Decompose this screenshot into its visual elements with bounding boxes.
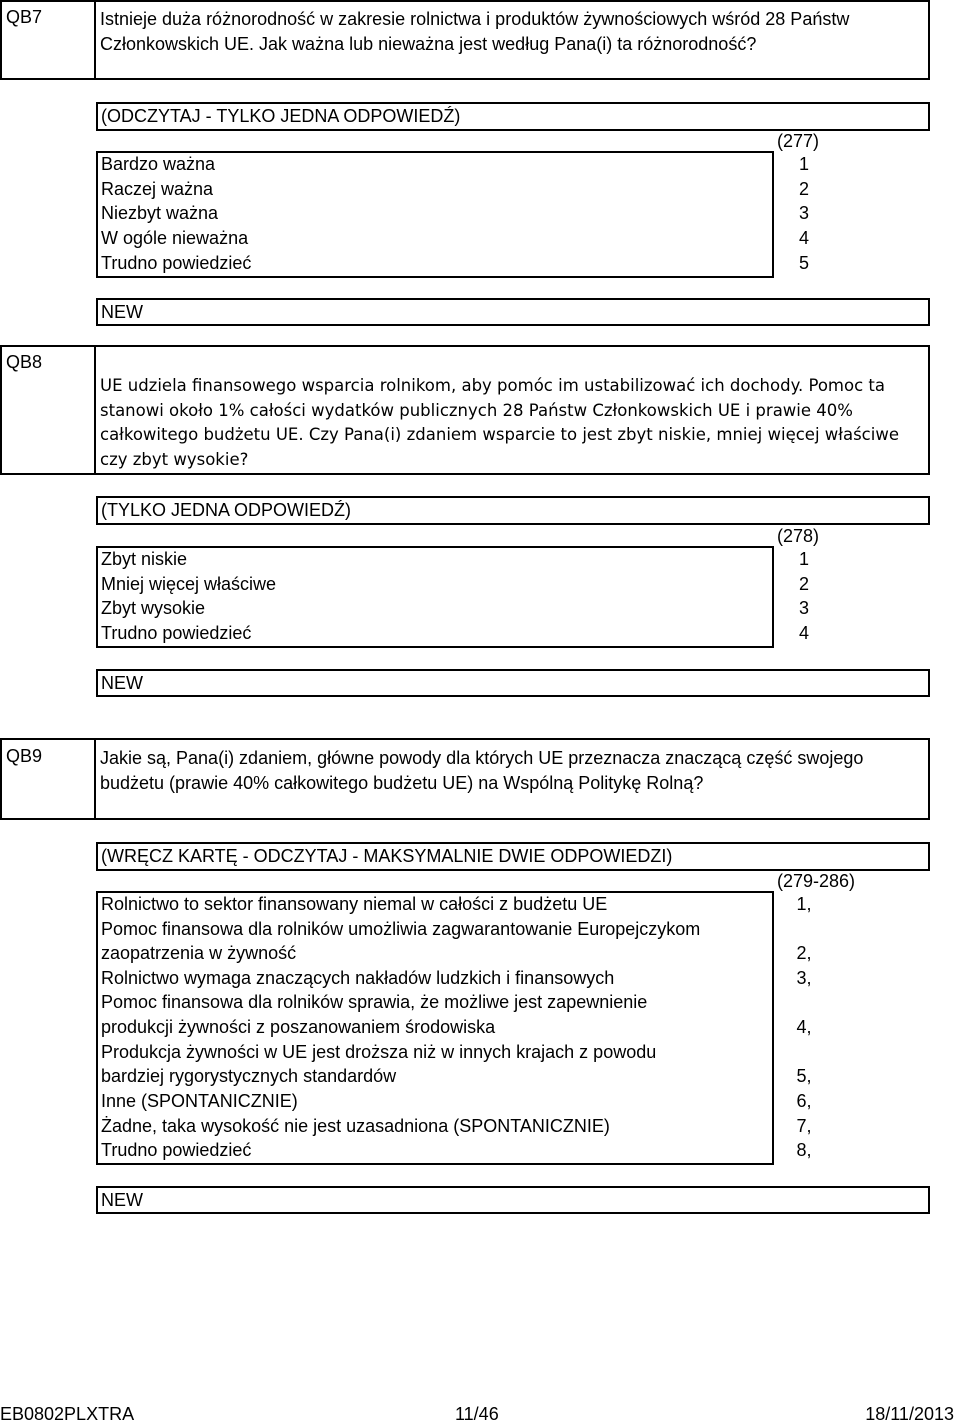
option-code: 5 — [798, 253, 809, 273]
option-label: Rolnictwo to sektor finansowany niemal w całości z budżetu UE — [101, 894, 608, 914]
qb8-code-header: (278) — [777, 526, 820, 546]
option-code: 5, — [796, 1066, 812, 1086]
option-label: produkcji żywności z poszanowaniem środowiska — [101, 1017, 496, 1037]
option-label: Raczej ważna — [101, 179, 214, 199]
option-code: 3 — [798, 598, 809, 618]
option-label: Trudno powiedzieć — [101, 623, 252, 643]
footer-page-number: 11/46 — [455, 1404, 499, 1424]
qb8-question-text: UE udziela finansowego wsparcia rolnikom, aby pomóc im ustabilizować ich dochody. Pomoc ta stanowi około 1% całości wydatków publicznych 28 Państw Członkowskich UE i prawie 40% całkowitego budżetu UE. Czy Pana(i) zdaniem wsparcie to jest zbyt niskie, mniej więcej właściwe czy zbyt wysokie? — [100, 376, 899, 469]
qb9-question-text: Jakie są, Pana(i) zdaniem, główne powody dla których UE przeznacza znaczącą część swojego budżetu (prawie 40% całkowitego budżetu UE) na Wspólną Politykę Rolną? — [100, 748, 864, 793]
qb9-code-header: (279-286) — [777, 871, 856, 891]
qb7-instruction: (ODCZYTAJ - TYLKO JEDNA ODPOWIEDŹ) — [96, 102, 930, 131]
option-label: Trudno powiedzieć — [101, 1140, 252, 1160]
option-code: 6, — [796, 1091, 812, 1111]
option-label: Mniej więcej właściwe — [101, 574, 277, 594]
qb8-new-label: NEW — [96, 669, 930, 697]
option-label: Rolnictwo wymaga znaczących nakładów ludzkich i finansowych — [101, 968, 615, 988]
option-code: 4 — [798, 228, 809, 248]
option-code: 8, — [796, 1140, 812, 1160]
footer-doc-code: EB0802PLXTRA — [0, 1404, 135, 1424]
option-label: Żadne, taka wysokość nie jest uzasadniona (SPONTANICZNIE) — [101, 1116, 610, 1136]
qb9-new-label: NEW — [96, 1186, 930, 1214]
option-label: zaopatrzenia w żywność — [101, 943, 297, 963]
qb7-id: QB7 — [6, 7, 43, 27]
qb8-instruction: (TYLKO JEDNA ODPOWIEDŹ) — [96, 496, 930, 525]
option-label: Bardzo ważna — [101, 154, 216, 174]
qb9-instruction: (WRĘCZ KARTĘ - ODCZYTAJ - MAKSYMALNIE DWIE ODPOWIEDZI) — [96, 842, 930, 871]
option-label: Produkcja żywności w UE jest droższa niż w innych krajach z powodu — [101, 1042, 657, 1062]
option-code: 2 — [798, 179, 809, 199]
option-code: 1 — [798, 154, 809, 174]
option-code: 3 — [798, 203, 809, 223]
option-code: 1, — [796, 894, 812, 914]
qb7-new-label: NEW — [96, 298, 930, 326]
footer-date: 18/11/2013 — [865, 1404, 954, 1424]
option-code: 1 — [798, 549, 809, 569]
option-label: Trudno powiedzieć — [101, 253, 252, 273]
option-code: 4 — [798, 623, 809, 643]
option-code: 3, — [796, 968, 812, 988]
option-label: Zbyt niskie — [101, 549, 188, 569]
option-code: 7, — [796, 1116, 812, 1136]
option-code: 4, — [796, 1017, 812, 1037]
option-code: 2 — [798, 574, 809, 594]
option-label: W ogóle nieważna — [101, 228, 249, 248]
option-label: Pomoc finansowa dla rolników umożliwia zagwarantowanie Europejczykom — [101, 919, 701, 939]
option-code: 2, — [796, 943, 812, 963]
option-label: bardziej rygorystycznych standardów — [101, 1066, 397, 1086]
qb7-code-header: (277) — [777, 131, 820, 151]
option-label: Zbyt wysokie — [101, 598, 206, 618]
qb7-question-text: Istnieje duża różnorodność w zakresie rolnictwa i produktów żywnościowych wśród 28 Państw Członkowskich UE. Jak ważna lub nieważna jest według Pana(i) ta różnorodność? — [100, 9, 850, 54]
option-label: Niezbyt ważna — [101, 203, 219, 223]
option-label: Pomoc finansowa dla rolników sprawia, że możliwe jest zapewnienie — [101, 992, 648, 1012]
option-label: Inne (SPONTANICZNIE) — [101, 1091, 298, 1111]
qb9-id: QB9 — [6, 746, 43, 766]
qb8-id: QB8 — [6, 352, 43, 372]
